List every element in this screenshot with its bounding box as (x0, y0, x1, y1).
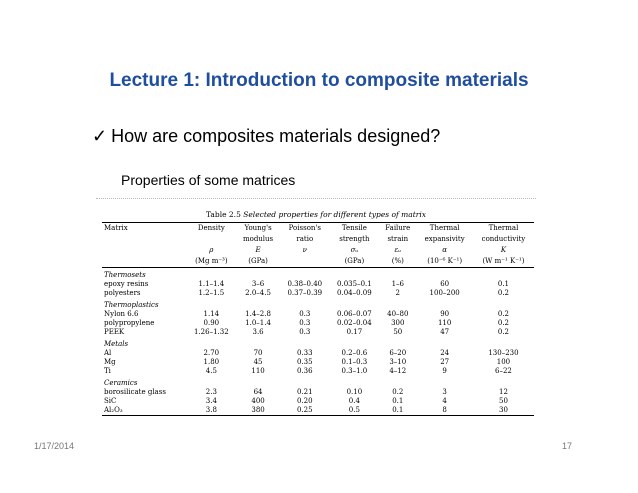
table-cell: epoxy resins (104, 280, 149, 288)
table-header-symbol: ν (302, 246, 307, 254)
table-cell: 3.8 (187, 406, 237, 416)
table-header-unit: (GPa) (236, 256, 280, 268)
table-cell: 380 (236, 406, 280, 416)
table-cell: 1.2–1.5 (198, 289, 225, 297)
table-cell: borosilicate glass (104, 388, 166, 396)
table-header-symbol (102, 245, 187, 256)
table-cell: Al (104, 349, 112, 357)
table-cell: 0.38–0.40 (287, 280, 323, 288)
table-cell: 8 (416, 406, 473, 416)
table-group-label: Thermosets (104, 271, 146, 279)
table-cell: 60 (440, 280, 450, 288)
table-header-sub (187, 234, 237, 245)
table-header-symbol: E (255, 246, 261, 254)
table-cell: 6–20 (389, 349, 407, 357)
table-header-unit: (10⁻⁶ K⁻¹) (416, 256, 473, 268)
table-header-unit: (%) (379, 256, 416, 268)
table-cell: 400 (251, 397, 265, 405)
table-cell: 0.3 (299, 328, 311, 336)
table-row (102, 319, 534, 328)
table-cell: 1.14 (203, 310, 220, 318)
table-cell: 0.21 (296, 388, 313, 396)
table-header-unit (280, 256, 330, 268)
table-cell: 0.2 (497, 319, 510, 327)
table-header-label: Matrix (102, 223, 187, 235)
table-cell: 2.70 (203, 349, 220, 357)
section-subtitle: Properties of some matrices (121, 172, 296, 188)
table-header-unit: (W m⁻¹ K⁻¹) (473, 256, 534, 268)
table-cell: 0.1–0.3 (341, 358, 368, 366)
table-cell: 0.1 (392, 397, 404, 405)
table-cell: 0.36 (296, 367, 313, 375)
table-cell: 70 (253, 349, 263, 357)
table-cell: 30 (473, 406, 534, 416)
table-row (102, 349, 534, 358)
table-cell: 110 (251, 367, 265, 375)
table-cell: 0.1 (379, 406, 416, 416)
table-header-label: Thermal (416, 223, 473, 235)
table-cell: 3–10 (389, 358, 407, 366)
table-cell: 4 (442, 397, 447, 405)
table-row (102, 406, 534, 416)
table-cell: Al₂O₃ (102, 406, 187, 416)
table-header-sub: conductivity (481, 235, 526, 243)
table-cell: 1.1–1.4 (198, 280, 225, 288)
table-caption-text: Selected properties for different types of matrix (243, 210, 426, 219)
table-cell: 0.90 (203, 319, 220, 327)
table-group-row (102, 298, 534, 310)
table-cell: 100–200 (429, 289, 460, 297)
table-cell: 0.3 (299, 319, 311, 327)
table-cell: 0.33 (296, 349, 313, 357)
table-cell: 100 (496, 358, 511, 366)
table-header-unit: (Mg m⁻³) (187, 256, 237, 268)
table-cell: 0.37–0.39 (287, 289, 323, 297)
slide-page-number: 17 (562, 441, 573, 451)
table-cell: 3.4 (205, 397, 217, 405)
table-row (102, 328, 534, 337)
table-cell: 3.6 (252, 328, 264, 336)
table-header-symbol: εᵤ (394, 246, 402, 254)
table-cell: 130–230 (488, 349, 519, 357)
table-group-label: Thermoplastics (104, 301, 159, 309)
matrix-properties-table (102, 222, 534, 416)
table-cell: 2.3 (205, 388, 217, 396)
table-caption-number: Table 2.5 (206, 210, 241, 219)
bullet-text: How are composites materials designed? (111, 126, 441, 146)
table-header-symbol: ρ (209, 246, 214, 254)
table-header-label: Density (187, 223, 237, 235)
table-cell: 0.2 (497, 289, 510, 297)
table-cell: 64 (253, 388, 263, 396)
table-cell: 90 (440, 310, 450, 318)
table-cell: 0.25 (280, 406, 330, 416)
table-group-label: Metals (104, 340, 129, 348)
table-cell: 3–6 (251, 280, 265, 288)
table-header-symbol: α (442, 246, 448, 254)
table-cell: Mg (104, 358, 116, 366)
table-cell: 0.3 (299, 310, 311, 318)
table-cell: 0.10 (346, 388, 363, 396)
table-cell: 4.5 (205, 367, 217, 375)
table-header-sub (102, 234, 187, 245)
table-cell: 1.0–1.4 (245, 319, 271, 327)
table-header-sub: ratio (296, 235, 314, 243)
table-cell: 1.4–2.8 (245, 310, 271, 318)
table-row (102, 310, 534, 319)
table-cell: 2 (395, 289, 401, 297)
table-header-label: Tensile (330, 223, 380, 235)
table-cell: 0.1 (497, 280, 510, 288)
table-cell: 0.5 (330, 406, 380, 416)
table-cell: 0.2 (497, 328, 510, 336)
table-cell: 2.0–4.5 (245, 289, 271, 297)
table-row (102, 367, 534, 376)
table-cell: 300 (391, 319, 405, 327)
table-header-symbol: K (500, 246, 507, 254)
table-cell: 0.20 (296, 397, 313, 405)
table-header-label: Thermal (473, 223, 534, 235)
table-cell: 0.035–0.1 (337, 280, 372, 288)
table-row (102, 388, 534, 397)
table-cell: 40–80 (387, 310, 409, 318)
checkmark-icon: ✓ (92, 126, 108, 146)
table-cell: 0.04–0.09 (337, 289, 372, 297)
table-cell: 110 (437, 319, 452, 327)
bullet-point (92, 126, 440, 147)
table-cell: 0.3–1.0 (341, 367, 368, 375)
table-cell: 45 (253, 358, 263, 366)
table-cell: 12 (498, 388, 508, 396)
table-cell: 0.2 (497, 310, 510, 318)
table-cell: Nylon 6.6 (104, 310, 139, 318)
table-cell: 3 (442, 388, 447, 396)
table-cell: 4–12 (389, 367, 407, 375)
table-header-unit (102, 256, 187, 268)
table-cell: 24 (440, 349, 450, 357)
table-cell: SiC (104, 397, 117, 405)
table-cell: Ti (104, 367, 111, 375)
table-cell: 0.02–0.04 (337, 319, 372, 327)
table-group-row (102, 337, 534, 349)
table-cell: PEEK (104, 328, 125, 336)
table-caption (96, 210, 536, 219)
table-cell: 1.80 (203, 358, 220, 366)
table-group-label: Ceramics (104, 379, 138, 387)
table-cell: polyesters (104, 289, 141, 297)
table-cell: 0.17 (346, 328, 363, 336)
slide-date: 1/17/2014 (34, 441, 75, 451)
table-header-sub: modulus (242, 235, 274, 243)
table-header-label: Poisson's (280, 223, 330, 235)
table-cell: 0.06–0.07 (337, 310, 372, 318)
table-cell: 27 (440, 358, 450, 366)
table-header-label: Failure (379, 223, 416, 235)
table-cell: 0.35 (296, 358, 313, 366)
table-cell: 0.2–0.6 (341, 349, 368, 357)
table-cell: 47 (440, 328, 450, 336)
table-cell: 9 (442, 367, 447, 375)
table-cell: 50 (393, 328, 403, 336)
table-group-row (102, 268, 534, 281)
table-header-sub: strength (339, 235, 370, 243)
properties-table-image (96, 198, 536, 416)
table-header-label: Young's (236, 223, 280, 235)
table-row (102, 289, 534, 298)
slide-title: Lecture 1: Introduction to composite materials (109, 70, 529, 91)
table-group-row (102, 376, 534, 388)
table-header-sub: strain (387, 235, 409, 243)
table-cell: 0.4 (348, 397, 360, 405)
table-cell: 6–22 (495, 367, 512, 375)
table-cell: 1.26–1.32 (194, 328, 229, 336)
table-cell: 50 (498, 397, 508, 405)
table-header-symbol: σᵤ (350, 246, 359, 254)
table-row (102, 358, 534, 367)
table-row (102, 397, 534, 406)
table-cell: 0.2 (392, 388, 404, 396)
table-row (102, 280, 534, 289)
table-cell: 1–6 (391, 280, 404, 288)
table-header-unit: (GPa) (330, 256, 380, 268)
table-cell: polypropylene (104, 319, 155, 327)
table-header-sub: expansivity (424, 235, 465, 243)
